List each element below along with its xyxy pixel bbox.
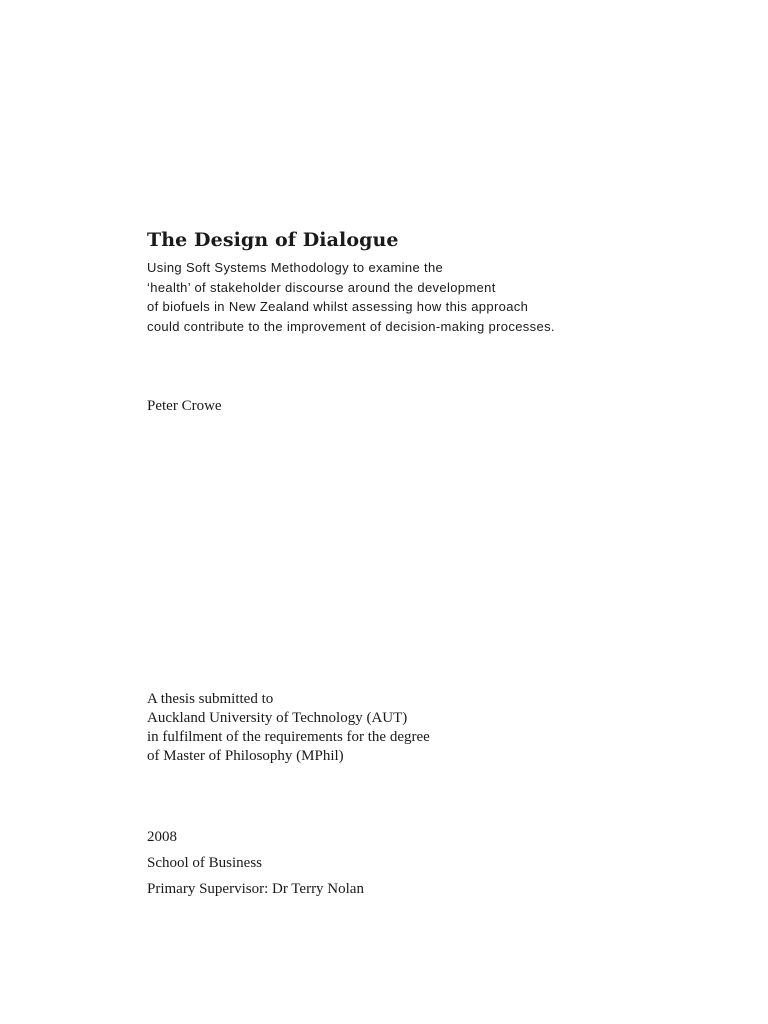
submission-line: A thesis submitted to xyxy=(147,691,274,707)
thesis-subtitle xyxy=(147,258,555,336)
subtitle-line: ‘health’ of stakeholder discourse around the development xyxy=(147,279,496,295)
thesis-title: The Design of Dialogue xyxy=(147,229,399,251)
subtitle-line: could contribute to the improvement of decision-making processes. xyxy=(147,318,555,334)
submission-line: Auckland University of Technology (AUT) xyxy=(147,710,408,726)
supervisor-name: Primary Supervisor: Dr Terry Nolan xyxy=(147,881,364,897)
submission-line: of Master of Philosophy (MPhil) xyxy=(147,748,344,764)
submission-year: 2008 xyxy=(147,829,177,845)
submission-statement xyxy=(147,690,430,766)
submission-line: in fulfilment of the requirements for the degree xyxy=(147,729,430,745)
subtitle-line: Using Soft Systems Methodology to examine the xyxy=(147,260,444,275)
school-name: School of Business xyxy=(147,855,263,871)
subtitle-line: of biofuels in New Zealand whilst assessing how this approach xyxy=(147,299,529,314)
thesis-details xyxy=(147,828,364,906)
author-name: Peter Crowe xyxy=(147,398,222,414)
